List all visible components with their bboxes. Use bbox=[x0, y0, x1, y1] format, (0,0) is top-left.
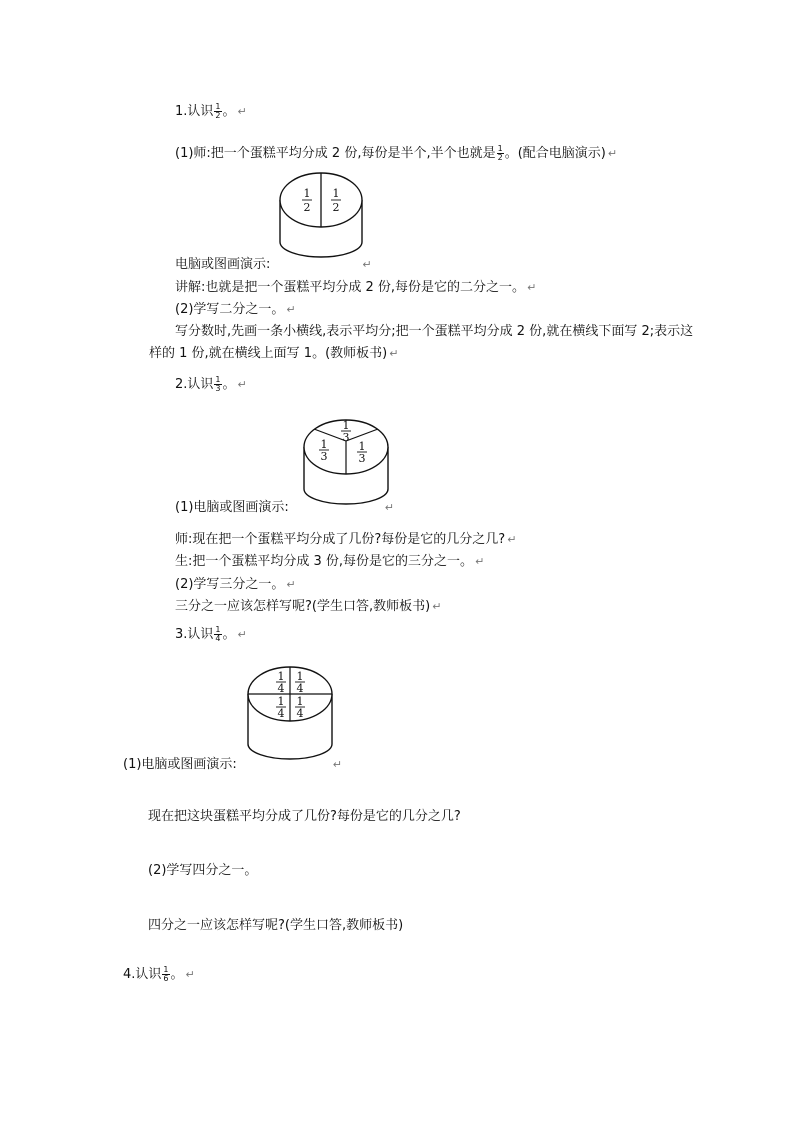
s3-demo-label bbox=[123, 756, 342, 774]
demo-label-text: (1)电脑或图画演示: bbox=[123, 757, 237, 772]
fraction-numerator: 1 bbox=[215, 375, 221, 384]
paragraph-text: 三分之一应该怎样写呢?(学生口答,教师板书) bbox=[175, 599, 431, 614]
s2-student bbox=[175, 553, 484, 571]
s2-teacher bbox=[175, 531, 516, 549]
s1-demo-label bbox=[175, 256, 372, 274]
quarter-label-tr-den: 4 bbox=[296, 682, 304, 695]
student-text: 生:把一个蛋糕平均分成 3 份,每份是它的三分之一。 bbox=[175, 554, 474, 569]
fraction-one-sixth bbox=[162, 966, 169, 983]
s3-question-1 bbox=[148, 808, 461, 826]
fraction-numerator: 1 bbox=[163, 965, 169, 974]
s3-paragraph-2 bbox=[148, 862, 257, 880]
third-label-right-den: 3 bbox=[358, 452, 366, 465]
s1-heading bbox=[175, 103, 247, 121]
s1-paragraph-2 bbox=[175, 301, 296, 319]
half-label-left-den: 2 bbox=[303, 201, 311, 214]
demo-label-text: 电脑或图画演示: bbox=[175, 257, 271, 272]
fraction-one-half bbox=[214, 103, 221, 120]
heading-suffix: 。 bbox=[222, 104, 236, 119]
quarter-label-br-den: 4 bbox=[296, 707, 304, 720]
quarter-label-tl-den: 4 bbox=[277, 682, 285, 695]
paragraph-text: 样的 1 份,就在横线上面写 1。(教师板书) bbox=[149, 346, 388, 361]
fraction-one-third bbox=[214, 376, 221, 393]
fraction-numerator: 1 bbox=[215, 625, 221, 634]
fraction-numerator: 1 bbox=[215, 102, 221, 111]
fraction-numerator: 1 bbox=[497, 144, 503, 153]
return-mark-icon: ↵ bbox=[286, 303, 296, 316]
third-label-top-den: 3 bbox=[342, 431, 350, 444]
half-label-right-den: 2 bbox=[332, 201, 340, 214]
return-mark-icon: ↵ bbox=[237, 105, 247, 118]
return-mark-icon: ↵ bbox=[507, 533, 517, 546]
return-mark-icon: ↵ bbox=[237, 378, 247, 391]
s1-write-line-2 bbox=[149, 345, 398, 363]
paragraph-text: (1)师:把一个蛋糕平均分成 2 份,每份是半个,半个也就是 bbox=[175, 146, 496, 161]
return-mark-icon: ↵ bbox=[185, 968, 195, 981]
paragraph-text-suffix: 。(配合电脑演示) bbox=[504, 146, 606, 161]
heading-suffix: 。 bbox=[170, 967, 184, 982]
third-label-left-den: 3 bbox=[320, 450, 328, 463]
paragraph-text: (2)学写四分之一。 bbox=[148, 863, 258, 878]
explain-text: 讲解:也就是把一个蛋糕平均分成 2 份,每份是它的二分之一。 bbox=[175, 280, 526, 295]
quarter-label-bl-num: 1 bbox=[277, 695, 285, 708]
fraction-denominator: 2 bbox=[497, 153, 503, 162]
return-mark-icon: ↵ bbox=[389, 347, 399, 360]
half-label-left-num: 1 bbox=[303, 187, 311, 200]
paragraph-text: 四分之一应该怎样写呢?(学生口答,教师板书) bbox=[148, 918, 404, 933]
s1-explain bbox=[175, 279, 536, 297]
return-mark-icon: ↵ bbox=[384, 501, 395, 514]
fraction-denominator: 6 bbox=[163, 974, 169, 983]
s4-heading bbox=[123, 966, 195, 984]
heading-text: 2.认识 bbox=[175, 377, 214, 392]
return-mark-icon: ↵ bbox=[432, 600, 442, 613]
return-mark-icon: ↵ bbox=[475, 555, 485, 568]
third-label-left-num: 1 bbox=[320, 438, 328, 451]
fraction-one-fourth bbox=[214, 626, 221, 643]
heading-text: 3.认识 bbox=[175, 627, 214, 642]
return-mark-icon: ↵ bbox=[607, 147, 618, 160]
paragraph-text: 现在把这块蛋糕平均分成了几份?每份是它的几分之几? bbox=[148, 809, 461, 824]
s2-paragraph-2 bbox=[175, 576, 296, 594]
paragraph-text: 写分数时,先画一条小横线,表示平均分;把一个蛋糕平均分成 2 份,就在横线下面写 2;表示这 bbox=[175, 324, 694, 339]
return-mark-icon: ↵ bbox=[237, 628, 247, 641]
quarter-label-br-num: 1 bbox=[296, 695, 304, 708]
s2-demo-label bbox=[175, 499, 394, 517]
paragraph-text: (2)学写三分之一。 bbox=[175, 577, 285, 592]
return-mark-icon: ↵ bbox=[527, 281, 537, 294]
teacher-text: 师:现在把一个蛋糕平均分成了几份?每份是它的几分之几? bbox=[175, 532, 506, 547]
half-label-right-num: 1 bbox=[332, 187, 340, 200]
s2-heading bbox=[175, 376, 247, 394]
demo-label-text: (1)电脑或图画演示: bbox=[175, 500, 289, 515]
fraction-denominator: 3 bbox=[215, 384, 221, 393]
paragraph-text: (2)学写二分之一。 bbox=[175, 302, 285, 317]
fraction-denominator: 4 bbox=[215, 634, 221, 643]
third-label-top-num: 1 bbox=[342, 419, 350, 432]
quarter-label-tl-num: 1 bbox=[277, 670, 285, 683]
fraction-denominator: 2 bbox=[215, 111, 221, 120]
cake-thirds-diagram bbox=[300, 413, 392, 505]
cake-quarters-diagram bbox=[244, 664, 336, 764]
s1-paragraph-1 bbox=[175, 145, 617, 163]
s2-question bbox=[175, 598, 441, 616]
s1-write-line-1 bbox=[175, 323, 693, 341]
cake-halves-diagram bbox=[276, 170, 366, 260]
s3-heading bbox=[175, 626, 247, 644]
quarter-label-tr-num: 1 bbox=[296, 670, 304, 683]
return-mark-icon: ↵ bbox=[362, 258, 372, 271]
return-mark-icon: ↵ bbox=[332, 758, 343, 771]
heading-text: 4.认识 bbox=[123, 967, 162, 982]
s3-question-2 bbox=[148, 917, 403, 935]
third-label-right-num: 1 bbox=[358, 440, 366, 453]
return-mark-icon: ↵ bbox=[286, 578, 296, 591]
fraction-one-half bbox=[497, 145, 504, 162]
quarter-label-bl-den: 4 bbox=[277, 707, 285, 720]
heading-suffix: 。 bbox=[222, 627, 236, 642]
heading-text: 1.认识 bbox=[175, 104, 214, 119]
heading-suffix: 。 bbox=[222, 377, 236, 392]
